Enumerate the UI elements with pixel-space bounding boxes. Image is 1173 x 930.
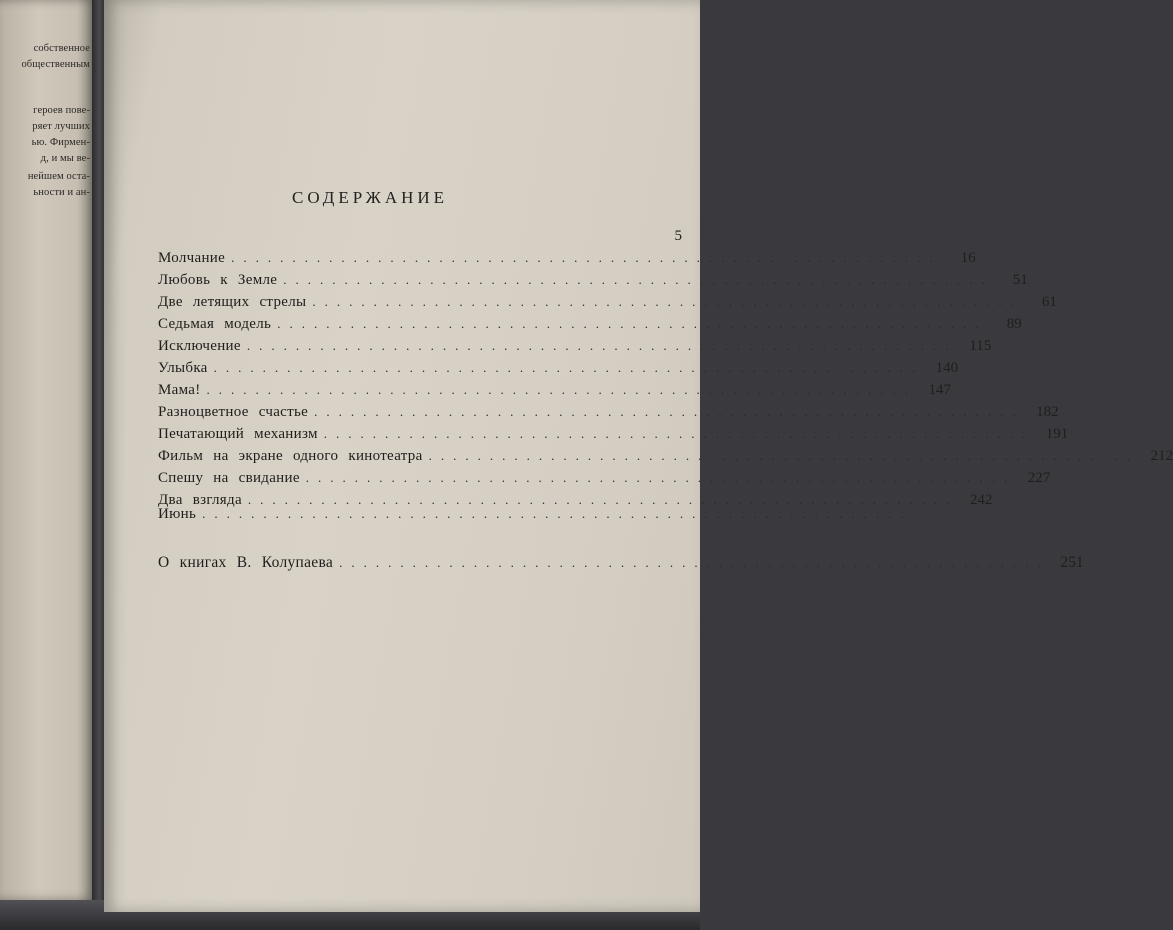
toc-leader-dots: .......................................................... — [323, 426, 1035, 441]
toc-entry — [158, 228, 682, 250]
toc-entry-title: Седьмая модель — [158, 316, 272, 332]
toc-entry — [158, 426, 1069, 448]
toc-entry-title: О книгах В. Колупаева — [158, 554, 334, 571]
left-page-text-fragment: ью. Фирмен- — [31, 137, 90, 148]
left-page-text-fragment: ьности и ан- — [33, 187, 90, 198]
toc-entry — [158, 294, 1057, 316]
toc-entry-page: 61 — [1041, 294, 1057, 310]
toc-entry-page: 182 — [1036, 404, 1059, 420]
toc-entry — [158, 470, 1051, 492]
toc-entry-page: 251 — [1060, 554, 1084, 571]
toc-entry — [158, 448, 1173, 470]
toc-entry — [158, 250, 976, 272]
toc-entry-page: 89 — [1006, 316, 1022, 332]
toc-leader-dots: .......................................................... — [277, 316, 988, 331]
left-page-text-fragment: общественным — [21, 59, 90, 70]
toc-entry-page: 191 — [1045, 426, 1069, 442]
toc-leader-dots: .......................................................... — [202, 506, 913, 521]
toc-entry-title: Улыбка — [158, 360, 208, 376]
toc-entry — [158, 338, 992, 360]
toc-leader-dots: .......................................................... — [339, 555, 1050, 570]
toc-entry-title: Молчание — [158, 250, 226, 266]
toc-entry-title: Печатающий механизм — [158, 426, 318, 442]
toc-entry-page: 115 — [969, 338, 992, 354]
toc-entry-title: Фильм на экране одного кинотеатра — [158, 448, 423, 464]
toc-entry — [158, 506, 913, 528]
toc-leader-dots: .......................................................... — [283, 272, 994, 287]
left-page-text-fragment: д, и мы ве- — [40, 153, 90, 164]
toc-entry-page: 242 — [969, 492, 993, 508]
left-page — [0, 0, 96, 900]
toc-entry-title: Исключение — [158, 338, 241, 354]
toc-leader-dots: .......................................................... — [231, 250, 942, 265]
toc-entry-title: Мама! — [158, 382, 201, 398]
toc-entry — [158, 272, 1028, 294]
toc-leader-dots: .......................................................... — [312, 294, 1023, 309]
toc-entry-title: Разноцветное счастье — [158, 404, 309, 420]
left-page-text-fragment: ряет лучших — [32, 121, 90, 132]
toc-entry-title: Две летящих стрелы — [158, 294, 307, 310]
toc-leader-dots: .......................................................... — [314, 404, 1025, 419]
left-page-text-fragment: собственное — [33, 43, 90, 54]
left-page-text-fragment: героев пове- — [33, 105, 90, 116]
toc-entry — [158, 404, 1059, 426]
toc-afterword-entry — [158, 554, 1084, 576]
toc-entry-title: Любовь к Земле — [158, 272, 278, 288]
toc-leader-dots: .......................................................... — [213, 360, 925, 375]
toc-entry-page: 147 — [928, 382, 952, 398]
toc-entry-title: Два взгляда — [158, 492, 242, 508]
toc-leader-dots: .......................................................... — [305, 470, 1017, 485]
toc-leader-dots: .......................................................... — [246, 338, 958, 353]
toc-entry — [158, 316, 1022, 338]
toc-entry-title: Июнь — [158, 506, 197, 522]
toc-heading: СОДЕРЖАНИЕ — [292, 188, 449, 207]
toc-entry-title: Спешу на свидание — [158, 470, 300, 486]
toc-entry-page: 227 — [1027, 470, 1051, 486]
toc-leader-dots: .......................................................... — [206, 382, 918, 397]
toc-leader-dots: .......................................................... — [247, 492, 959, 507]
toc-leader-dots: .......................................................... — [428, 448, 1140, 463]
toc-entry-page: 16 — [960, 250, 976, 266]
toc-entry — [158, 360, 959, 382]
toc-entry-page: 212 — [1150, 448, 1173, 464]
toc-entry-page: 140 — [935, 360, 959, 376]
toc-entry-page: 5 — [674, 228, 682, 244]
toc-entry-page: 51 — [1012, 272, 1028, 288]
toc-entry — [158, 382, 952, 404]
left-page-text-fragment: нейшем оста- — [27, 171, 90, 182]
